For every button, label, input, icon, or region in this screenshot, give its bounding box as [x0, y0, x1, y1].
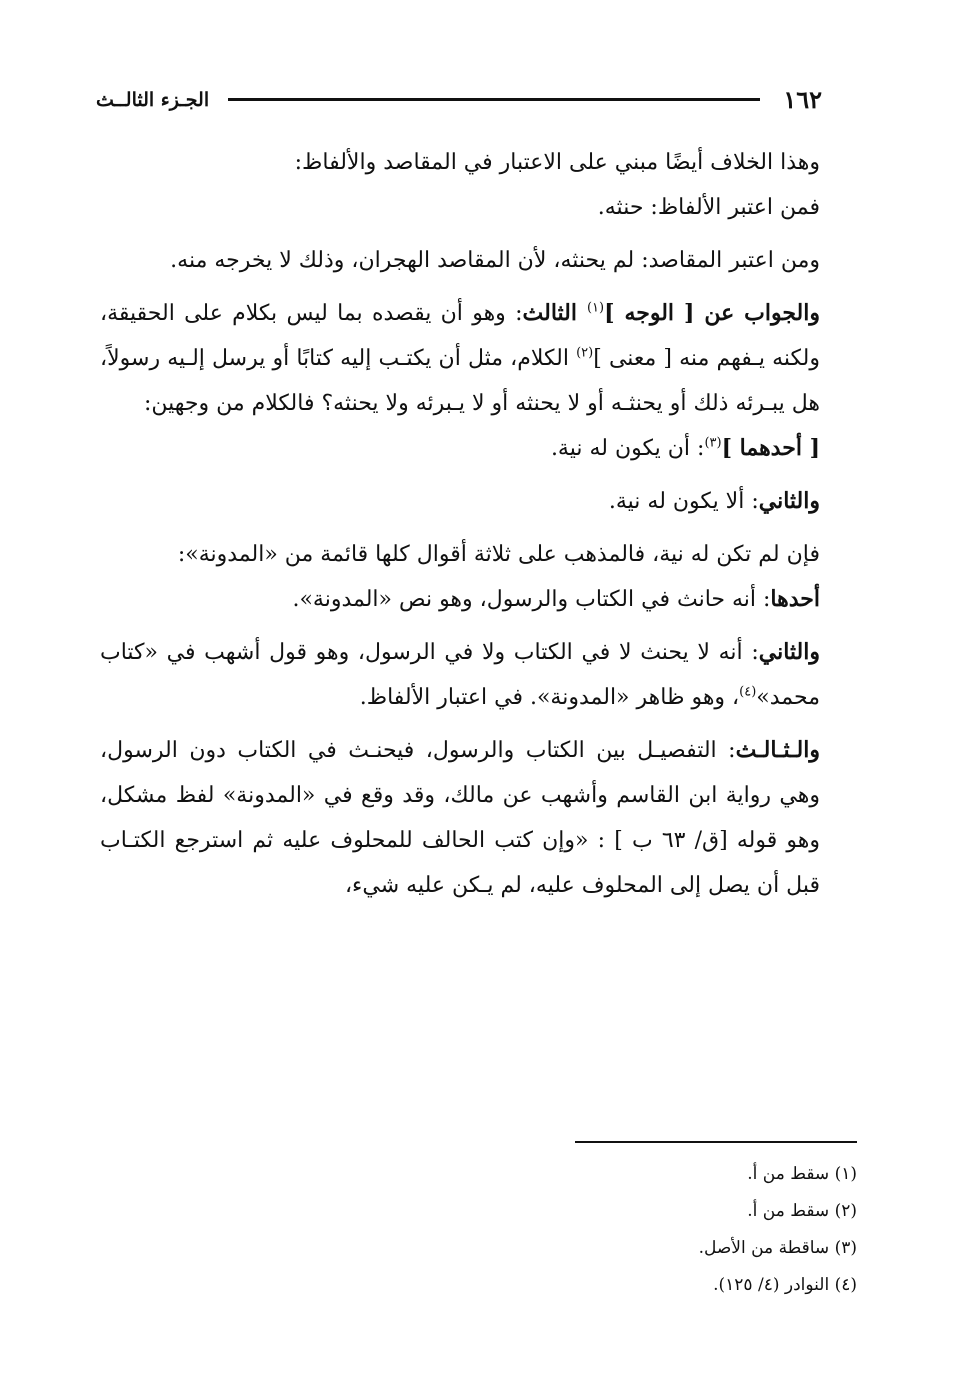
paragraph-text: ومن اعتبر المقاصد: لم يحنثه، لأن المقاصد الهجران، وذلك لا يخرجه منه. [170, 248, 820, 273]
paragraph-text: : التفصيـل بين الكتاب والرسول، فيحنـث في الكتاب دون الرسول، وهي رواية ابن القاسم وأشهب عن مالك، وقد وقع في «المدونة» لفظ مشكل، وهو قوله [ق/ ٦٣ ب ] : «وإن كتب الحالف للمحلوف عليه ثم استرجع الكتـاب قبل أن يصل إلى المحلوف عليه، لم يـكن عليه شيء، [100, 738, 820, 898]
footnote: (٢) سقط من أ. [747, 1201, 857, 1221]
paragraph [100, 238, 820, 283]
paragraph [100, 426, 820, 471]
paragraph-text: : أنه لا يحنث لا في الكتاب ولا في الرسول، وهو قول أشهب في «كتاب محمد» [100, 640, 820, 710]
paragraph-text: : ألا يكون له نية. [608, 489, 759, 514]
paragraph-text: : وهو أن يقصده بما ليس بكلام على الحقيقة، ولكنه يـفهم منه [ معنى ] [100, 301, 820, 371]
footnote-ref: (٢) [576, 345, 594, 361]
bold-lead: [ أحدهما ] [721, 435, 820, 461]
paragraph-text: ، وهو ظاهر «المدونة». في اعتبار الألفاظ. [359, 685, 740, 710]
paragraph-text: الكلام، مثل أن يكتـب إليه كتابًا أو يرسل إلـيه رسولاً، هل يبـرئه ذلك أو يحنثـه أو لا يحنثه أو لا يـبرئه ولا يحنثه؟ فالكلام من وجهين: [100, 346, 820, 416]
footnote-rule [575, 1141, 857, 1143]
bold-lead: والثاني [758, 488, 820, 514]
bold-lead: والثاني [758, 639, 820, 665]
paragraph [100, 630, 820, 720]
paragraph-text: : أن يكون له نية. [550, 436, 705, 461]
footnote: (١) سقط من أ. [747, 1164, 857, 1184]
paragraph-text: فمن اعتبر الألفاظ: حنثه. [597, 195, 820, 220]
footnote-ref: (٣) [704, 435, 722, 451]
footnote: (٤) النوادر (٤/ ١٢٥). [713, 1275, 857, 1295]
footnote: (٣) ساقطة من الأصل. [698, 1238, 857, 1258]
footnotes [357, 1156, 857, 1304]
bold-lead: والجواب عن [ الوجه ] [604, 300, 820, 326]
paragraph [100, 140, 820, 185]
running-head: الجـزء الثالــث [96, 89, 210, 111]
footnote-ref: (١) [586, 300, 605, 316]
page-number: ١٦٢ [783, 85, 822, 114]
paragraph [100, 577, 820, 622]
paragraph-text: فإن لم تكن له نية، فالمذهب على ثلاثة أقوال كلها قائمة من «المدونة»: [177, 542, 820, 567]
paragraph [100, 479, 820, 524]
paragraph [100, 728, 820, 908]
bold-lead: الثالث [522, 300, 587, 326]
bold-lead: أحدها [770, 586, 820, 612]
body-text [100, 140, 820, 908]
paragraph-text: : أنه حانث في الكتاب والرسول، وهو نص «المدونة». [292, 587, 771, 612]
page-header [96, 82, 822, 118]
paragraph-text: وهذا الخلاف أيضًا مبني على الاعتبار في المقاصد والألفاظ: [294, 150, 820, 175]
footnote-ref: (٤) [739, 684, 757, 700]
paragraph [100, 532, 820, 577]
header-rule [228, 98, 760, 101]
paragraph [100, 185, 820, 230]
paragraph [100, 291, 820, 426]
bold-lead: والـثـالـث [735, 737, 820, 763]
